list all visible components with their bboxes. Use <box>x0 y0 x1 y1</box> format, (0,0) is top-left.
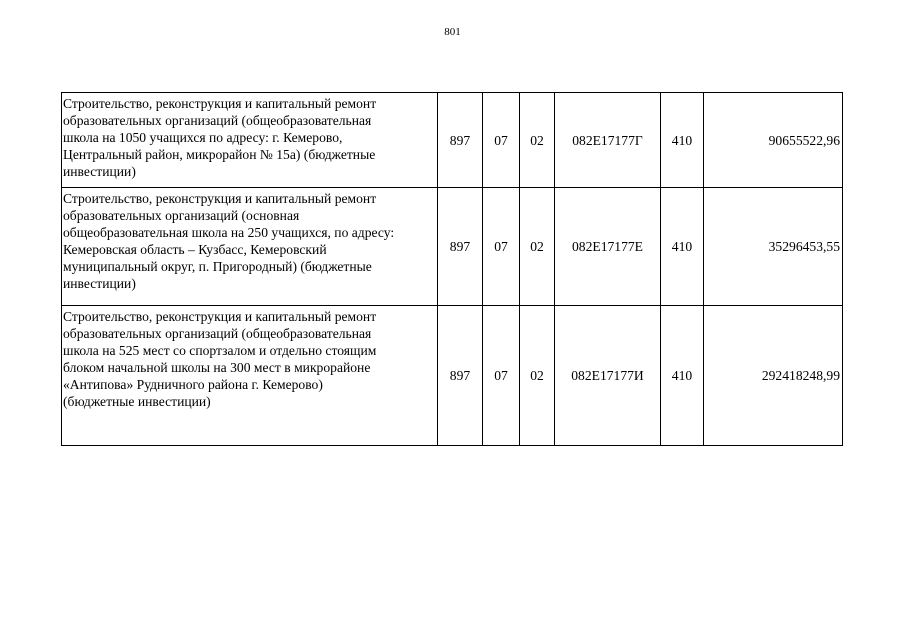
description-line: общеобразовательная школа на 250 учащихся, по адресу: <box>63 225 395 240</box>
description-line: школа на 1050 учащихся по адресу: г. Кемерово, <box>63 130 343 145</box>
description-cell <box>62 188 438 306</box>
target-article-cell: 082E17177Е <box>555 188 661 306</box>
table-row <box>62 93 843 188</box>
expense-type-cell: 410 <box>661 306 704 446</box>
amount-cell: 90655522,96 <box>704 93 843 188</box>
table-row <box>62 306 843 446</box>
target-article-cell: 082E17177Г <box>555 93 661 188</box>
description-line: «Антипова» Рудничного района г. Кемерово) <box>63 377 323 392</box>
description-cell <box>62 306 438 446</box>
description-line: школа на 525 мест со спортзалом и отдельно стоящим <box>63 343 377 358</box>
description-line: муниципальный округ, п. Пригородный) (бюджетные <box>63 259 372 274</box>
description-line: Строительство, реконструкция и капитальный ремонт <box>63 309 377 324</box>
description-line: (бюджетные инвестиции) <box>63 394 211 409</box>
description-line: образовательных организаций (общеобразовательная <box>63 326 372 341</box>
description-line: инвестиции) <box>63 164 136 179</box>
department-cell: 897 <box>438 306 483 446</box>
table-row <box>62 188 843 306</box>
amount-cell: 292418248,99 <box>704 306 843 446</box>
section-cell: 07 <box>483 93 520 188</box>
amount-cell: 35296453,55 <box>704 188 843 306</box>
description-cell <box>62 93 438 188</box>
description-line: Центральный район, микрорайон № 15а) (бюджетные <box>63 147 376 162</box>
page-number: 801 <box>444 26 461 38</box>
subsection-cell: 02 <box>520 188 555 306</box>
department-cell: 897 <box>438 188 483 306</box>
description-line: образовательных организаций (общеобразовательная <box>63 113 372 128</box>
description-line: блоком начальной школы на 300 мест в микрорайоне <box>63 360 371 375</box>
expense-type-cell: 410 <box>661 93 704 188</box>
section-cell: 07 <box>483 188 520 306</box>
description-line: Строительство, реконструкция и капитальный ремонт <box>63 96 377 111</box>
department-cell: 897 <box>438 93 483 188</box>
description-line: образовательных организаций (основная <box>63 208 300 223</box>
description-line: Строительство, реконструкция и капитальный ремонт <box>63 191 377 206</box>
description-line: инвестиции) <box>63 276 136 291</box>
budget-table <box>61 92 843 446</box>
section-cell: 07 <box>483 306 520 446</box>
subsection-cell: 02 <box>520 93 555 188</box>
target-article-cell: 082E17177И <box>555 306 661 446</box>
description-line: Кемеровская область – Кузбасс, Кемеровский <box>63 242 327 257</box>
expense-type-cell: 410 <box>661 188 704 306</box>
subsection-cell: 02 <box>520 306 555 446</box>
